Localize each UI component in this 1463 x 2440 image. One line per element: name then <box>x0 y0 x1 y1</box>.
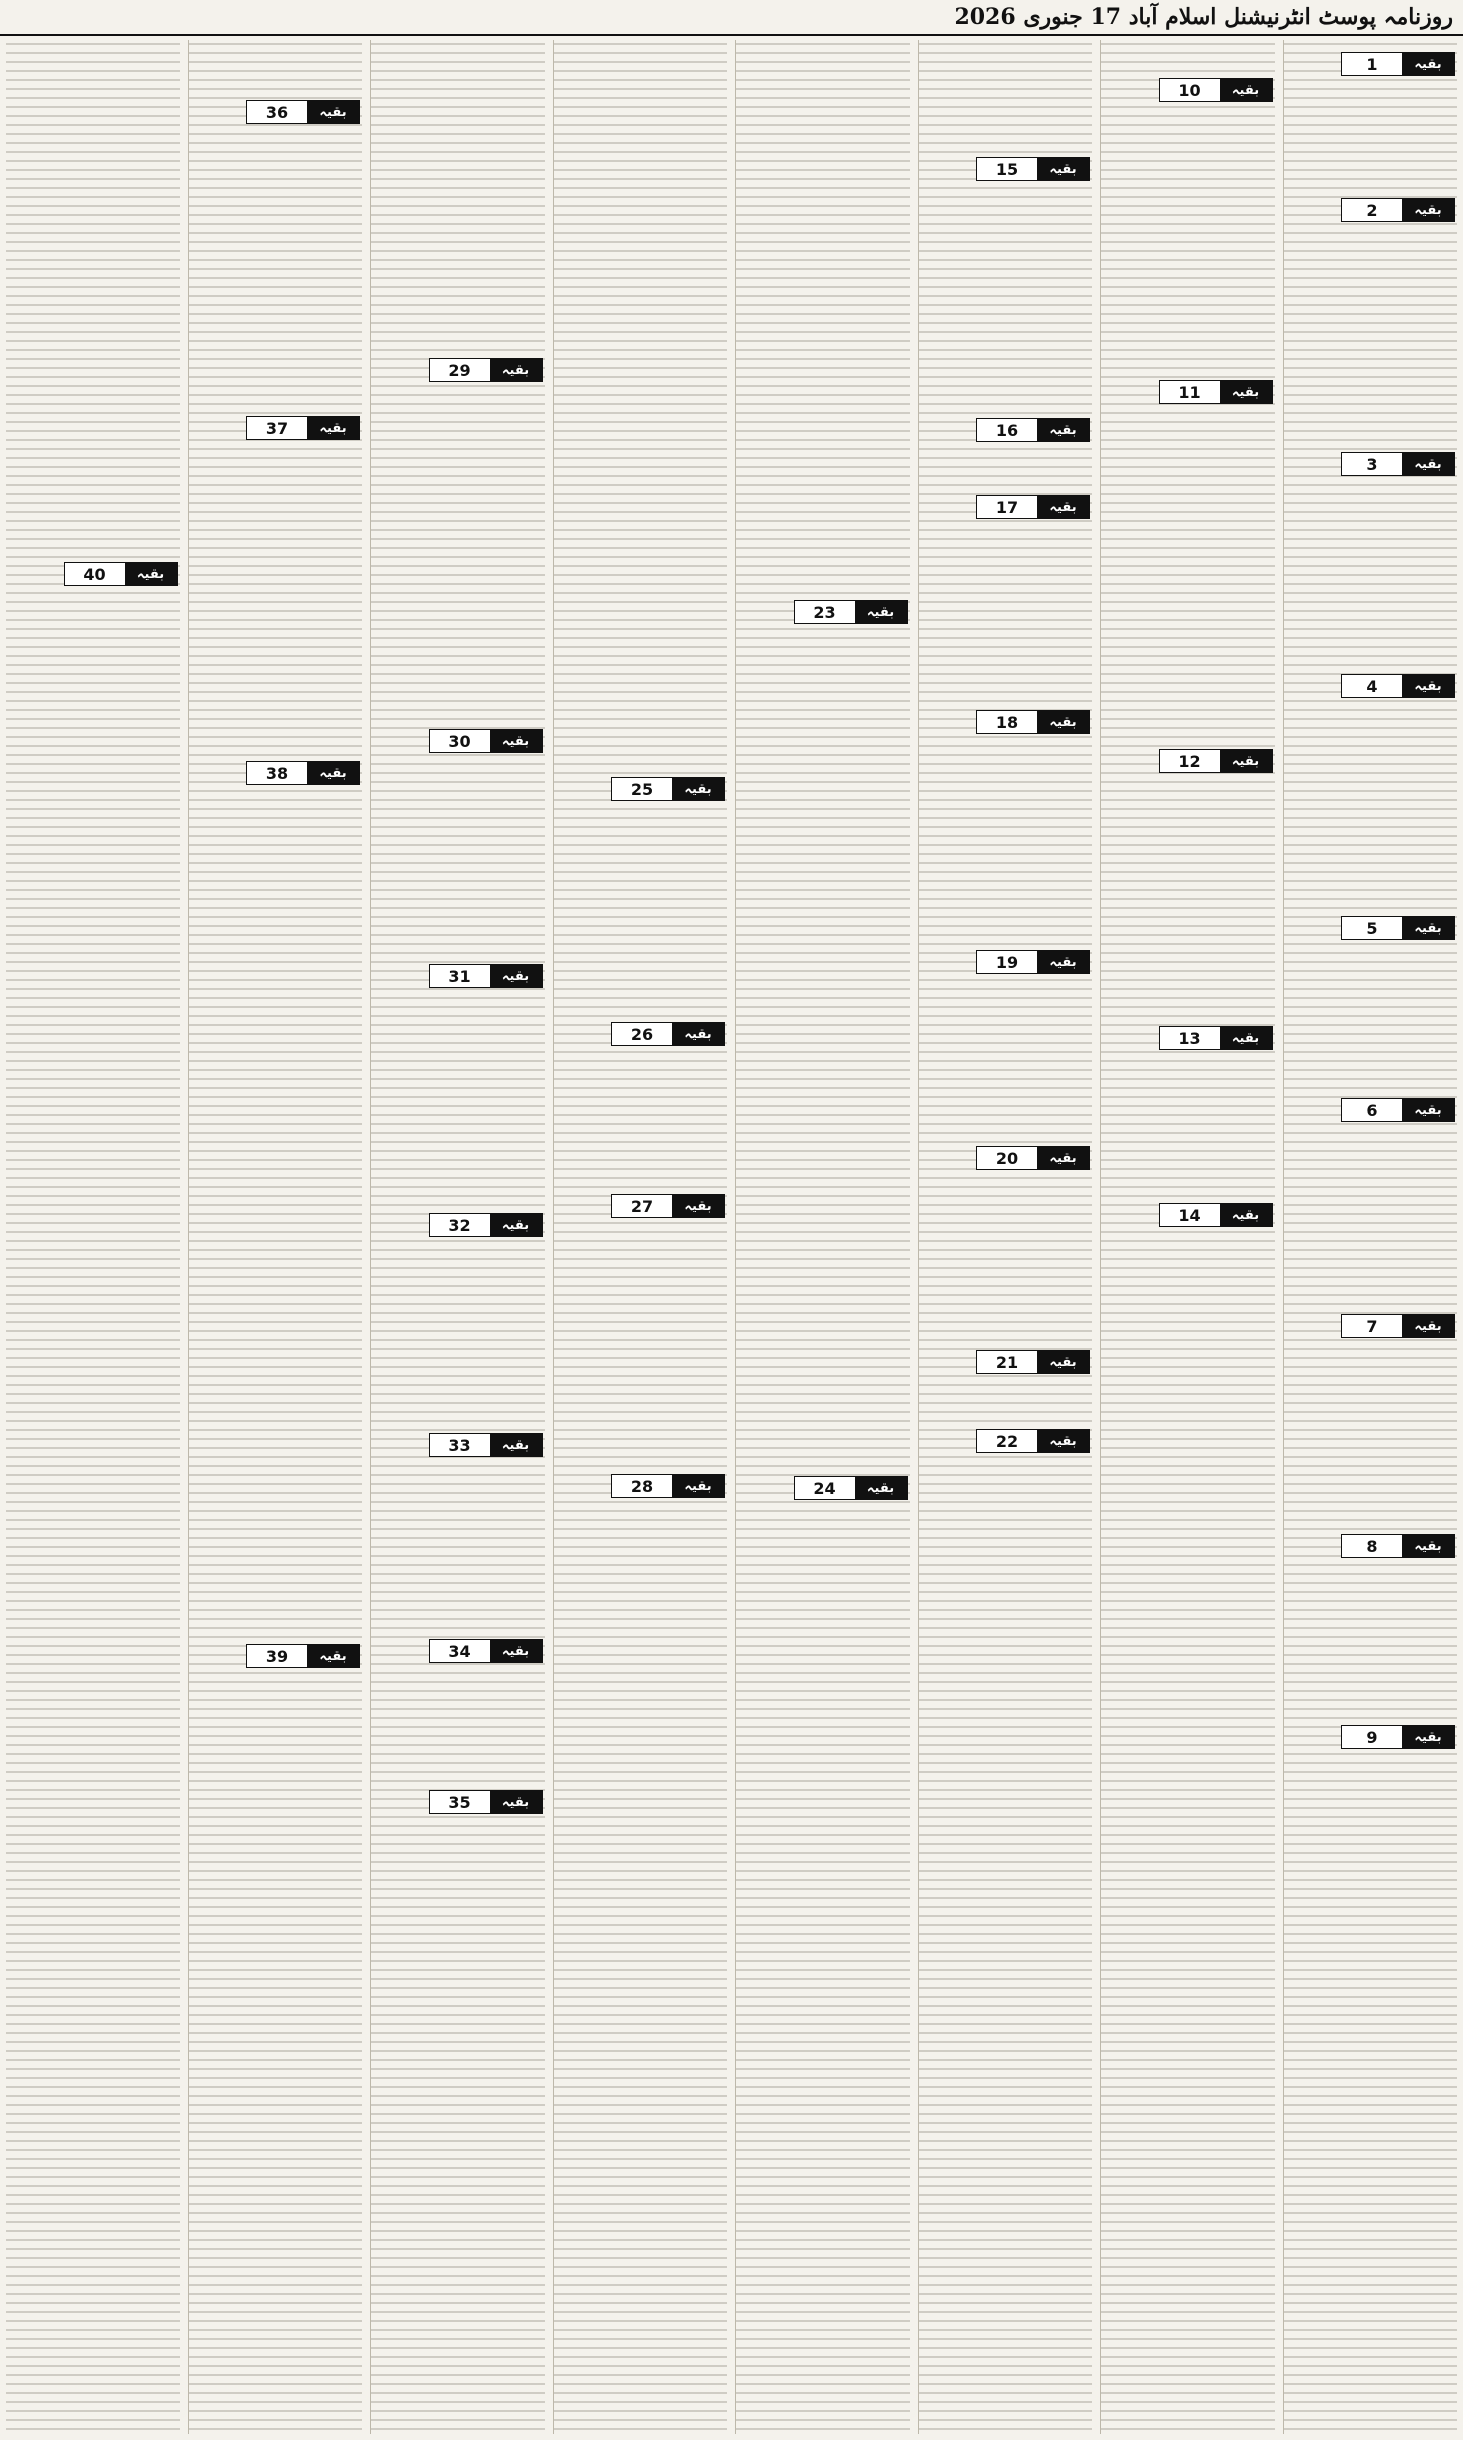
continuation-marker <box>1159 749 1273 773</box>
continuation-number: 21 <box>995 1352 1019 1372</box>
continuation-marker <box>1341 1098 1455 1122</box>
news-column-3 <box>918 40 1093 2434</box>
continuation-label: بقیہ <box>1037 1351 1089 1373</box>
continuation-number: 40 <box>83 564 106 584</box>
continuation-label: بقیہ <box>855 601 907 623</box>
continuation-label: بقیہ <box>1220 79 1272 101</box>
continuation-label: بقیہ <box>672 1475 724 1497</box>
continuation-label: بقیہ <box>1402 1535 1454 1557</box>
continuation-number: 4 <box>1366 676 1378 696</box>
continuation-marker <box>611 1474 725 1498</box>
continuation-label: بقیہ <box>672 778 724 800</box>
continuation-marker <box>1159 380 1273 404</box>
continuation-marker <box>976 1350 1090 1374</box>
news-column-1 <box>1283 40 1458 2434</box>
continuation-number: 34 <box>448 1641 471 1661</box>
continuation-label: بقیہ <box>1220 1027 1272 1049</box>
continuation-label: بقیہ <box>1037 1147 1089 1169</box>
continuation-label: بقیہ <box>490 730 542 752</box>
continuation-marker <box>1341 674 1455 698</box>
continuation-label: بقیہ <box>307 762 359 784</box>
continuation-number: 39 <box>265 1646 289 1666</box>
continuation-number: 38 <box>265 763 289 783</box>
continuation-label: بقیہ <box>1220 750 1272 772</box>
continuation-marker <box>429 358 543 382</box>
news-column-6 <box>370 40 545 2434</box>
continuation-number: 32 <box>448 1215 471 1235</box>
continuation-number: 10 <box>1178 80 1201 100</box>
continuation-number: 5 <box>1366 918 1378 938</box>
continuation-number: 12 <box>1178 751 1201 771</box>
continuation-label: بقیہ <box>490 1434 542 1456</box>
continuation-marker <box>1341 916 1455 940</box>
continuation-number: 24 <box>813 1478 836 1498</box>
continuation-label: بقیہ <box>1402 1726 1454 1748</box>
continuation-marker <box>976 1429 1090 1453</box>
continuation-label: بقیہ <box>1037 711 1089 733</box>
continuation-marker <box>64 562 178 586</box>
continuation-number: 16 <box>995 420 1019 440</box>
continuation-number: 25 <box>630 779 654 799</box>
continuation-number: 30 <box>448 731 471 751</box>
continuation-marker <box>976 950 1090 974</box>
continuation-number: 20 <box>995 1148 1019 1168</box>
continuation-marker <box>976 418 1090 442</box>
continuation-marker <box>611 777 725 801</box>
continuation-label: بقیہ <box>1402 675 1454 697</box>
continuation-number: 28 <box>630 1476 654 1496</box>
continuation-marker <box>429 729 543 753</box>
continuation-label: بقیہ <box>1402 453 1454 475</box>
continuation-marker <box>976 157 1090 181</box>
continuation-label: بقیہ <box>1220 1204 1272 1226</box>
continuation-marker <box>429 964 543 988</box>
continuation-number: 27 <box>630 1196 654 1216</box>
continuation-marker <box>1341 52 1455 76</box>
news-column-7 <box>188 40 363 2434</box>
continuation-label: بقیہ <box>855 1477 907 1499</box>
news-column-8 <box>6 40 180 2434</box>
continuation-label: بقیہ <box>1402 199 1454 221</box>
news-column-4 <box>735 40 910 2434</box>
continuation-label: بقیہ <box>490 359 542 381</box>
continuation-number: 9 <box>1366 1727 1378 1747</box>
continuation-marker <box>611 1022 725 1046</box>
continuation-label: بقیہ <box>490 965 542 987</box>
continuation-number: 6 <box>1366 1100 1378 1120</box>
continuation-number: 13 <box>1178 1028 1201 1048</box>
continuation-marker <box>1341 1534 1455 1558</box>
continuation-label: بقیہ <box>672 1195 724 1217</box>
continuation-label: بقیہ <box>1220 381 1272 403</box>
continuation-marker <box>429 1213 543 1237</box>
continuation-number: 33 <box>448 1435 471 1455</box>
continuation-marker <box>246 1644 360 1668</box>
continuation-number: 22 <box>995 1431 1019 1451</box>
continuation-label: بقیہ <box>125 563 177 585</box>
continuation-number: 14 <box>1178 1205 1201 1225</box>
continuation-label: بقیہ <box>1037 158 1089 180</box>
continuation-number: 31 <box>448 966 471 986</box>
continuation-marker <box>976 710 1090 734</box>
continuation-label: بقیہ <box>1402 53 1454 75</box>
continuation-marker <box>1341 1725 1455 1749</box>
continuation-number: 35 <box>448 1792 471 1812</box>
continuation-label: بقیہ <box>1037 1430 1089 1452</box>
continuation-marker <box>1341 452 1455 476</box>
continuation-number: 8 <box>1366 1536 1378 1556</box>
continuation-label: بقیہ <box>490 1791 542 1813</box>
continuation-label: بقیہ <box>1037 951 1089 973</box>
continuation-marker <box>1159 78 1273 102</box>
continuation-marker <box>794 1476 908 1500</box>
continuation-marker <box>794 600 908 624</box>
continuation-number: 36 <box>265 102 289 122</box>
continuation-label: بقیہ <box>1402 917 1454 939</box>
continuation-number: 19 <box>995 952 1019 972</box>
continuation-marker <box>1341 1314 1455 1338</box>
continuation-marker <box>1159 1203 1273 1227</box>
columns-area <box>6 40 1457 2434</box>
continuation-number: 15 <box>995 159 1019 179</box>
continuation-number: 11 <box>1178 382 1201 402</box>
continuation-label: بقیہ <box>1037 419 1089 441</box>
continuation-label: بقیہ <box>307 101 359 123</box>
continuation-label: بقیہ <box>1402 1099 1454 1121</box>
continuation-marker <box>1159 1026 1273 1050</box>
continuation-marker <box>976 495 1090 519</box>
continuation-number: 1 <box>1366 54 1378 74</box>
continuation-label: بقیہ <box>490 1640 542 1662</box>
continuation-marker <box>246 416 360 440</box>
masthead <box>0 0 1463 36</box>
continuation-marker <box>1341 198 1455 222</box>
continuation-label: بقیہ <box>1037 496 1089 518</box>
continuation-number: 29 <box>448 360 471 380</box>
continuation-number: 3 <box>1366 454 1378 474</box>
continuation-marker <box>429 1790 543 1814</box>
continuation-number: 23 <box>813 602 836 622</box>
continuation-number: 26 <box>630 1024 654 1044</box>
continuation-marker <box>976 1146 1090 1170</box>
masthead-title: روزنامہ پوسٹ انٹرنیشنل اسلام آباد 17 جنوری 2026 <box>954 4 1453 30</box>
continuation-marker <box>611 1194 725 1218</box>
news-column-2 <box>1100 40 1275 2434</box>
continuation-number: 18 <box>995 712 1019 732</box>
continuation-number: 7 <box>1366 1316 1378 1336</box>
continuation-marker <box>429 1639 543 1663</box>
continuation-marker <box>429 1433 543 1457</box>
continuation-label: بقیہ <box>307 417 359 439</box>
news-column-5 <box>553 40 728 2434</box>
continuation-marker <box>246 761 360 785</box>
continuation-label: بقیہ <box>1402 1315 1454 1337</box>
continuation-number: 2 <box>1366 200 1378 220</box>
continuation-marker <box>246 100 360 124</box>
continuation-label: بقیہ <box>490 1214 542 1236</box>
continuation-label: بقیہ <box>307 1645 359 1667</box>
continuation-number: 37 <box>265 418 289 438</box>
continuation-number: 17 <box>995 497 1019 517</box>
continuation-label: بقیہ <box>672 1023 724 1045</box>
